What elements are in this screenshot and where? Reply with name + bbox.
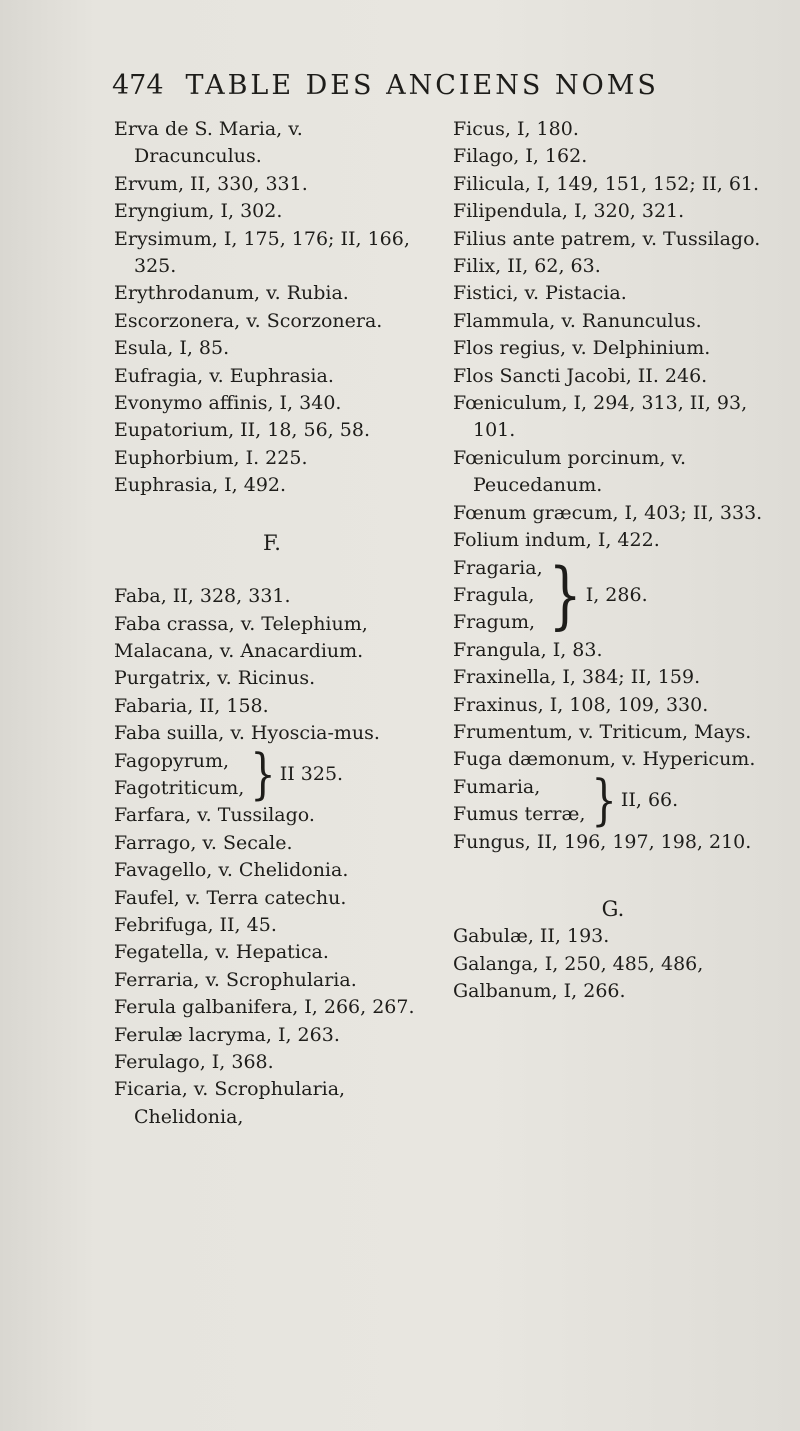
brace-glyph: }	[250, 743, 276, 806]
index-entry: Galanga, I, 250, 485, 486,	[453, 952, 704, 975]
index-entry: Fistici, v. Pistacia.	[453, 282, 627, 305]
index-entry: Farfara, v. Tussilago.	[114, 804, 315, 827]
index-entry: Gabulæ, II, 193.	[453, 925, 610, 948]
index-entry: Filipendula, I, 320, 321.	[453, 200, 685, 223]
index-entry: Flos regius, v. Delphinium.	[453, 337, 711, 360]
index-entry: Febrifuga, II, 45.	[114, 913, 277, 936]
index-entry: Faba, II, 328, 331.	[114, 585, 291, 608]
index-entry: Evonymo affinis, I, 340.	[114, 392, 342, 415]
index-entry: Fœniculum porcinum, v. Peucedanum.	[453, 446, 686, 497]
index-entry: Ferulæ lacryma, I, 263.	[114, 1023, 340, 1046]
index-entry: Fuga dæmonum, v. Hypericum.	[453, 748, 756, 771]
index-entry: Ficus, I, 180.	[453, 118, 579, 140]
index-entry: Fragum,	[453, 611, 536, 634]
index-entry: Erysimum, I, 175, 176; II, 166, 325.	[114, 227, 410, 278]
index-entry: Fraxinella, I, 384; II, 159.	[453, 666, 701, 689]
index-entry: Fœnum græcum, I, 403; II, 333.	[453, 501, 763, 524]
index-entry: Euphorbium, I. 225.	[114, 446, 308, 469]
index-entry: Eupatorium, II, 18, 56, 58.	[114, 419, 370, 442]
index-entry: Faba suilla, v. Hyoscia-mus.	[114, 722, 380, 745]
left-column	[114, 116, 430, 1131]
brace-glyph: }	[591, 770, 617, 833]
index-entry: Filius ante patrem, v. Tussilago.	[453, 227, 761, 250]
index-entry: Fragula,	[453, 583, 535, 606]
index-entry: Fabaria, II, 158.	[114, 694, 269, 717]
f-entries-b	[453, 637, 773, 774]
brace-group-reference: II 325.	[279, 763, 344, 786]
index-entry: Favagello, v. Chelidonia.	[114, 859, 349, 882]
page-title: TABLE DES ANCIENS NOMS	[185, 70, 659, 101]
f-entries-a	[114, 583, 430, 747]
index-entry: Fragaria,	[453, 556, 543, 579]
section-heading-g: G.	[601, 896, 625, 921]
index-entry: Filago, I, 162.	[453, 145, 588, 168]
index-entry: Fegatella, v. Hepatica.	[114, 941, 329, 964]
right-column	[453, 116, 773, 1006]
brace-group-items	[453, 774, 585, 829]
index-entry: Erva de S. Maria, v. Dracunculus.	[114, 118, 303, 168]
index-entry: Farrago, v. Secale.	[114, 831, 293, 854]
index-entry: Fagotriticum,	[114, 776, 245, 799]
index-entry: Esula, I, 85.	[114, 337, 230, 360]
brace-group-items	[114, 748, 244, 803]
brace-group-items	[453, 555, 543, 637]
e-entries	[114, 116, 430, 500]
g-entries	[453, 923, 773, 1005]
brace-group-fragaria	[453, 555, 773, 637]
index-entry: Galbanum, I, 266.	[453, 980, 626, 1003]
index-entry: Folium indum, I, 422.	[453, 529, 660, 552]
section-heading-f: F.	[263, 530, 281, 555]
f-entries-a	[453, 116, 773, 555]
page-number: 474	[112, 70, 164, 101]
index-entry: Ficaria, v. Scrophularia, Chelidonia,	[114, 1078, 346, 1128]
index-entry: Flos Sancti Jacobi, II. 246.	[453, 364, 708, 387]
index-entry: Fraxinus, I, 108, 109, 330.	[453, 693, 709, 716]
index-entry: Ferula galbanifera, I, 266, 267.	[114, 996, 415, 1019]
index-entry: Purgatrix, v. Ricinus.	[114, 667, 316, 690]
index-entry: Malacana, v. Anacardium.	[114, 639, 364, 662]
brace-group-fagopyrum	[114, 743, 430, 806]
index-entry: Fœniculum, I, 294, 313, II, 93, 101.	[453, 392, 748, 442]
index-entry: Fumaria,	[453, 775, 541, 798]
index-entry: Escorzonera, v. Scorzonera.	[114, 309, 383, 332]
f-entries-b	[114, 802, 430, 1131]
brace-group-reference: II, 66.	[620, 789, 679, 812]
brace-group-fumaria	[453, 770, 773, 833]
index-entry: Filicula, I, 149, 151, 152; II, 61.	[453, 172, 760, 195]
index-entry: Fungus, II, 196, 197, 198, 210.	[453, 830, 752, 853]
index-entry: Frumentum, v. Triticum, Mays.	[453, 720, 752, 743]
index-entry: Faba crassa, v. Telephium,	[114, 612, 368, 635]
index-entry: Eufragia, v. Euphrasia.	[114, 364, 334, 387]
brace-glyph: }	[548, 553, 582, 638]
index-entry: Filix, II, 62, 63.	[453, 255, 601, 278]
index-entry: Flammula, v. Ranunculus.	[453, 309, 702, 332]
index-entry: Ferulago, I, 368.	[114, 1051, 274, 1073]
index-entry: Fagopyrum,	[114, 749, 230, 772]
index-entry: Ervum, II, 330, 331.	[114, 172, 308, 195]
index-entry: Frangula, I, 83.	[453, 638, 603, 661]
index-entry: Fumus terræ,	[453, 803, 586, 826]
index-entry: Eryngium, I, 302.	[114, 200, 283, 223]
page-header	[112, 70, 672, 101]
index-entry: Euphrasia, I, 492.	[114, 474, 287, 497]
f-entries-c	[453, 829, 773, 856]
brace-group-reference: I, 286.	[585, 583, 648, 606]
index-entry: Ferraria, v. Scrophularia.	[114, 968, 357, 991]
index-entry: Erythrodanum, v. Rubia.	[114, 282, 349, 305]
index-entry: Faufel, v. Terra catechu.	[114, 886, 347, 909]
